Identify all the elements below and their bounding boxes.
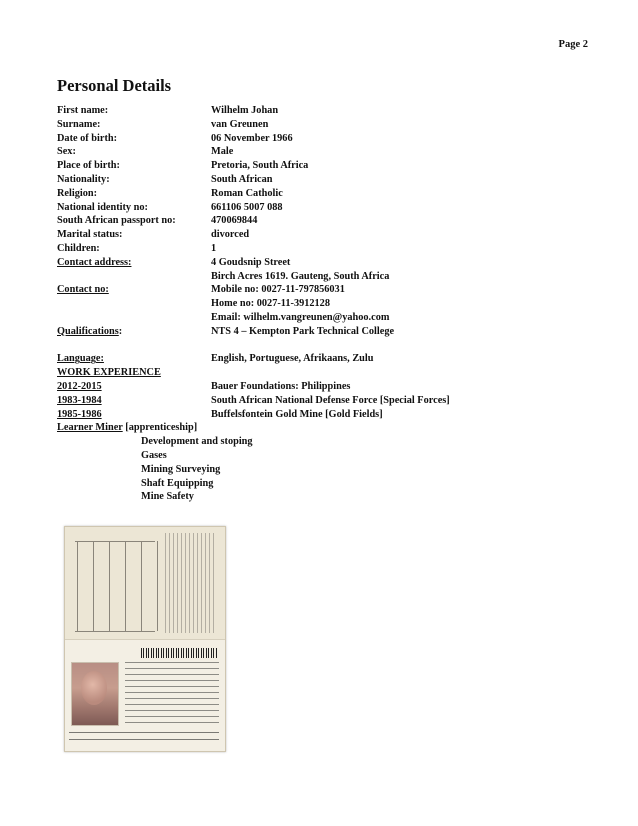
detail-label: Date of birth: — [57, 132, 118, 144]
contact-no-label: Contact no: — [57, 284, 109, 296]
work-row — [57, 394, 597, 408]
contact-address-label: Contact address: — [57, 256, 132, 268]
detail-value: Pretoria, South Africa — [211, 160, 309, 172]
detail-row — [57, 228, 597, 242]
detail-value: 661106 5007 088 — [211, 201, 283, 213]
detail-label: Place of birth: — [57, 160, 120, 172]
detail-label: Nationality: — [57, 173, 110, 185]
detail-value: 1 — [211, 242, 217, 254]
detail-row — [57, 159, 597, 173]
detail-value: divorced — [211, 229, 250, 241]
passport-scan-image — [64, 526, 226, 752]
barcode-icon — [141, 648, 217, 658]
qualifications-label: Qualifications — [57, 325, 119, 337]
detail-label: First name: — [57, 105, 109, 116]
detail-row — [57, 187, 597, 201]
work-period: 2012-2015 — [57, 380, 102, 392]
work-employer: Buffelsfontein Gold Mine [Gold Fields] — [211, 408, 383, 420]
passport-visa-page — [65, 527, 225, 639]
contact-no-row — [57, 283, 597, 297]
detail-label: Religion: — [57, 187, 98, 199]
qualifications-row — [57, 325, 597, 339]
detail-row — [57, 201, 597, 215]
learner-role: Learner Miner — [57, 422, 123, 434]
page-number: Page 2 — [558, 39, 588, 50]
detail-rows — [57, 104, 597, 256]
section-title: Personal Details — [57, 76, 172, 95]
detail-label: Surname: — [57, 118, 101, 130]
detail-value: 470069844 — [211, 215, 258, 227]
detail-value: South African — [211, 173, 273, 185]
detail-row — [57, 173, 597, 187]
learner-topic: Shaft Equipping — [141, 477, 214, 489]
qualifications-colon: : — [118, 325, 123, 337]
learner-topic: Mine Safety — [141, 491, 194, 503]
work-employer: Bauer Foundations: Philippines — [211, 380, 351, 392]
email-address: Email: wilhelm.vangreunen@yahoo.com — [211, 311, 390, 323]
detail-value: Male — [211, 146, 234, 158]
detail-row — [57, 145, 597, 159]
detail-label: South African passport no: — [57, 215, 176, 227]
work-experience-heading: WORK EXPERIENCE — [57, 367, 161, 379]
contact-address-row — [57, 270, 597, 284]
work-row — [57, 380, 597, 394]
language-label: Language: — [57, 353, 104, 365]
work-experience-heading-row — [57, 366, 597, 380]
learner-note: [apprenticeship] — [122, 422, 198, 434]
machine-readable-zone — [69, 732, 219, 746]
detail-value: Roman Catholic — [211, 187, 283, 199]
learner-row — [57, 421, 597, 435]
detail-label: Sex: — [57, 146, 76, 158]
detail-row — [57, 214, 597, 228]
detail-label: Children: — [57, 242, 100, 254]
work-row — [57, 408, 597, 422]
detail-value: Wilhelm Johan — [211, 105, 279, 116]
contact-address-row — [57, 256, 597, 270]
detail-row — [57, 242, 597, 256]
learner-topic: Development and stoping — [141, 436, 253, 448]
learner-topic: Gases — [141, 449, 167, 461]
detail-label: Marital status: — [57, 229, 123, 241]
work-period: 1985-1986 — [57, 408, 102, 420]
contact-no-row — [57, 297, 597, 311]
mobile-number: Mobile no: 0027-11-797856031 — [211, 284, 345, 296]
detail-row — [57, 118, 597, 132]
language-row — [57, 352, 597, 366]
work-period: 1983-1984 — [57, 394, 102, 406]
qualifications-value: NTS 4 – Kempton Park Technical College — [211, 325, 395, 337]
home-number: Home no: 0027-11-3912128 — [211, 298, 330, 310]
language-value: English, Portuguese, Afrikaans, Zulu — [211, 353, 374, 365]
contact-address-line: Birch Acres 1619. Gauteng, South Africa — [211, 270, 390, 282]
detail-row — [57, 132, 597, 146]
personal-details — [57, 104, 597, 504]
detail-value: 06 November 1966 — [211, 132, 293, 144]
detail-row — [57, 104, 597, 118]
contact-no-row — [57, 311, 597, 325]
detail-label: National identity no: — [57, 201, 148, 213]
work-employer: South African National Defense Force [Special Forces] — [211, 394, 450, 406]
learner-topic: Mining Surveying — [141, 463, 221, 475]
passport-data-page — [65, 639, 225, 752]
contact-address-line: 4 Goudsnip Street — [211, 256, 291, 268]
detail-value: van Greunen — [211, 118, 269, 130]
passport-photo — [71, 662, 119, 726]
